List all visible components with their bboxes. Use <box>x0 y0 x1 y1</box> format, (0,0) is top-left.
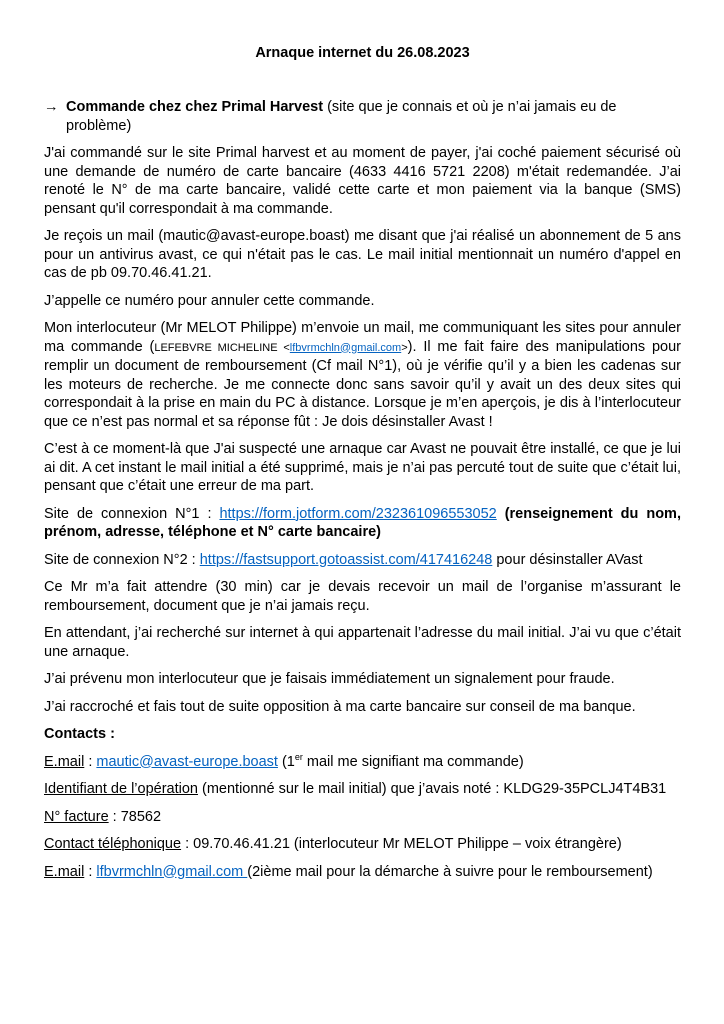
sender-close: > <box>401 341 408 354</box>
email1-sep: : <box>84 753 97 770</box>
paragraph-call: J’appelle ce numéro pour annuler cette commande. <box>44 292 375 309</box>
contact-phone <box>44 835 681 854</box>
document-title: Arnaque internet du 26.08.2023 <box>255 45 470 61</box>
email1-label: E.mail <box>44 753 85 770</box>
p4-text-a: Mon interlocuteur (Mr MELOT Philippe) m’envoie un mail, me communiquant les sites pour annuler ma commande ( <box>44 320 681 355</box>
contact-email1 <box>44 753 681 772</box>
site1-link[interactable]: https://form.jotform.com/232361096553052 <box>219 505 497 522</box>
contact-operation <box>44 780 681 799</box>
email1-pre: (1 <box>277 753 295 770</box>
email1-sup: er <box>294 751 303 762</box>
paragraph-search: En attendant, j’ai recherché sur internet à qui appartenait l’adresse du mail initial. J’ai vu que c’était une arnaque. <box>44 625 681 660</box>
email2-sep: : <box>84 863 97 880</box>
invoice-label: N° facture <box>44 808 109 825</box>
sender-email-link[interactable]: lfbvrmchln@gmail.com <box>289 341 402 354</box>
paragraph-opposition: J’ai raccroché et fais tout de suite opposition à ma carte bancaire sur conseil de ma banque. <box>44 698 636 715</box>
paragraph-site1 <box>44 505 681 542</box>
paragraph-report: J’ai prévenu mon interlocuteur que je faisais immédiatement un signalement pour fraude. <box>44 671 615 687</box>
operation-value: (mentionné sur le mail initial) que j’avais noté : KLDG29-35PCLJ4T4B31 <box>197 781 667 797</box>
email2-label: E.mail <box>44 863 85 880</box>
paragraph-wait: Ce Mr m’a fait attendre (30 min) car je devais recevoir un mail de l’organise m’assurant le remboursement, document que je n’ai jamais reçu. <box>44 579 681 614</box>
arrow-icon: → <box>44 99 59 115</box>
contact-invoice <box>44 808 681 827</box>
email1-link[interactable]: mautic@avast-europe.boast <box>96 753 278 770</box>
operation-label: Identifiant de l’opération <box>44 781 198 797</box>
contact-email2 <box>44 863 681 882</box>
phone-label: Contact téléphonique <box>44 836 182 852</box>
invoice-value: : 78562 <box>108 808 162 825</box>
order-bullet <box>44 98 681 135</box>
email2-post: (2ième mail pour la démarche à suivre pour le remboursement) <box>247 863 653 880</box>
sender-name: LEFEBVRE MICHELINE < <box>154 341 290 354</box>
paragraph-site2 <box>44 551 681 570</box>
order-heading: Commande chez chez Primal Harvest <box>66 99 324 115</box>
site1-desc: (renseignement du nom, prénom, adresse, téléphone et N° carte bancaire) <box>44 505 681 540</box>
phone-value: : 09.70.46.41.21 (interlocuteur Mr MELOT Philippe – voix étrangère) <box>181 836 622 852</box>
paragraph-interlocutor <box>44 319 681 431</box>
order-note: (site que je connais et où je n’ai jamais eu de problème) <box>66 99 617 134</box>
email1-post: mail me signifiant ma commande) <box>302 753 524 770</box>
paragraph-suspicion: C’est à ce moment-là que J'ai suspecté une arnaque car Avast ne pouvait être installé, ce que je lui ai dit. A cet instant le mail initial a été supprimé, mais je n’ai pas percuté tout de suite que c’était lui, pensant que c’était une erreur de ma part. <box>44 441 681 494</box>
email2-link[interactable]: lfbvrmchln@gmail.com <box>96 863 248 880</box>
p4-text-b: ). Il me fait faire des manipulations pour remplir un document de remboursement (Cf mail N°1), où je vérifie qu’il y a bien les cadenas sur les moteurs de recherche. Je me connecte donc sans savoir qu’il y avait un des deux sites qui correspondait à la prise en main du PC à distance. Lorsque je m’en aperçois, je dis à l’interlocuteur que ce n’est pas normal et sa réponse fût : Je dois désinstaller Avast ! <box>44 338 681 430</box>
site2-link[interactable]: https://fastsupport.gotoassist.com/417416248 <box>199 551 493 568</box>
site1-label: Site de connexion N°1 : <box>44 505 220 522</box>
site2-label: Site de connexion N°2 : <box>44 551 200 568</box>
contacts-heading: Contacts : <box>44 726 115 742</box>
site2-desc: pour désinstaller AVast <box>492 551 643 568</box>
document-body <box>44 98 681 890</box>
paragraph-mail: Je reçois un mail (mautic@avast-europe.boast) me disant que j'ai réalisé un abonnement de 5 ans pour un antivirus avast, ce qui n'était pas le cas. Le mail initial mentionnait un numéro d'appel en cas de pb 09.70.46.41.21. <box>44 228 681 281</box>
paragraph-order: J'ai commandé sur le site Primal harvest et au moment de payer, j'ai coché paiement sécurisé où une demande de numéro de carte bancaire (4633 4416 5721 2208) m'était redemandée. J’ai renoté le N° de ma carte bancaire, validé cette carte et mon paiement via la banque (SMS) pensant qu'il correspondait à ma commande. <box>44 145 681 217</box>
